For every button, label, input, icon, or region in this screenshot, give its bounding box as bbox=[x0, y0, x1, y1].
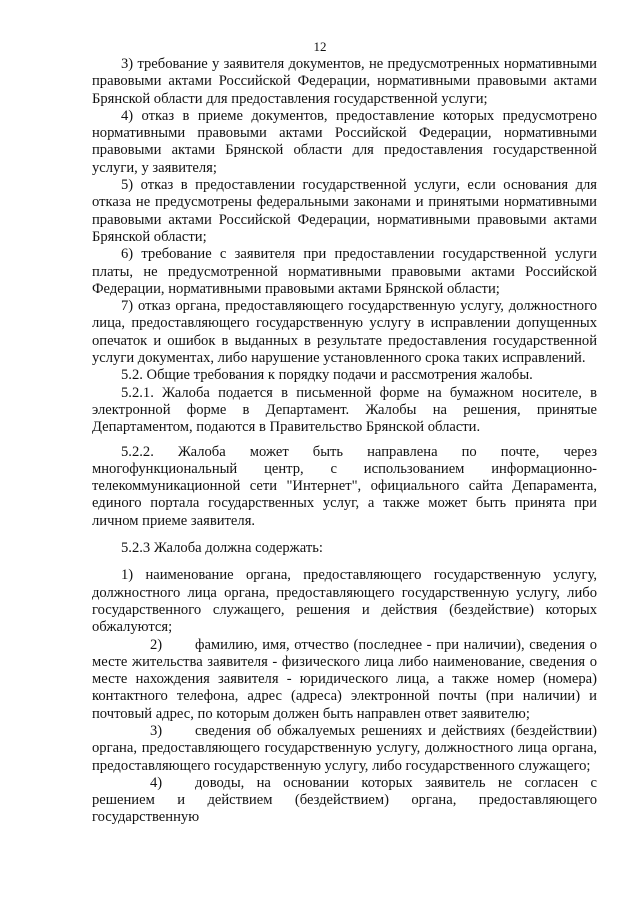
page-number: 12 bbox=[313, 39, 327, 54]
item-number: 4) bbox=[150, 774, 163, 791]
complaint-content-item-4 bbox=[92, 775, 597, 827]
paragraph-item-7: 7) отказ органа, предоставляющего государственную услугу, должностного лица, предоставляющего государственную услугу в исправлении допущенных опечаток и ошибок в выданных в результате предоставления государственной услуги документах, либо нарушение установленного срока таких исправлений. bbox=[92, 298, 597, 367]
paragraph-5-2-1: 5.2.1. Жалоба подается в письменной форме на бумажном носителе, в электронной форме в Департамент. Жалобы на решения, принятые Департаментом, подаются в Правительство Брянской области. bbox=[92, 384, 597, 436]
page-body bbox=[92, 56, 597, 827]
item-text: доводы, на основании которых заявитель не согласен с решением и действием (бездействием) органа, предоставляющего государственную bbox=[92, 774, 597, 826]
item-text: сведения об обжалуемых решениях и действиях (бездействии) органа, предоставляющего государственную услугу, должностного лица органа, предоставляющего государственную услугу, либо государственного служащего; bbox=[92, 722, 597, 774]
item-number: 3) bbox=[150, 722, 163, 739]
paragraph-item-6: 6) требование с заявителя при предоставлении государственной услуги платы, не предусмотренной нормативными правовыми актами Российской Федерации, нормативными правовыми актами Брянской области; bbox=[92, 246, 597, 297]
item-number: 2) bbox=[150, 636, 163, 653]
complaint-content-item-2 bbox=[92, 637, 597, 723]
paragraph-item-4: 4) отказ в приеме документов, предоставление которых предусмотрено нормативными правовыми актами Российской Федерации, нормативными правовыми актами Брянской области для предоставления государственной услуги, у заявителя; bbox=[92, 107, 597, 176]
paragraph-5-2-3: 5.2.3 Жалоба должна содержать: bbox=[121, 540, 323, 557]
section-heading-5-2: 5.2. Общие требования к порядку подачи и рассмотрения жалобы. bbox=[121, 367, 533, 384]
paragraph-5-2-2: 5.2.2. Жалоба может быть направлена по почте, через многофункциональный центр, с использованием информационно-телекоммуникационной сети "Интернет", официального сайта Депарамента, единого портала государственных услуг, а также может быть принята при личном приеме заявителя. bbox=[92, 443, 597, 529]
paragraph-item-5: 5) отказ в предоставлении государственной услуги, если основания для отказа не предусмотрены федеральными законами и принятыми нормативными правовыми актами Российской Федерации, нормативными правовыми актами Брянской области; bbox=[92, 177, 597, 245]
complaint-content-item-1: 1) наименование органа, предоставляющего государственную услугу, должностного лица органа, предоставляющего государственную услугу, либо государственного служащего, решения и действия (бездействие) которых обжалуются; bbox=[92, 567, 597, 636]
complaint-content-item-3 bbox=[92, 723, 597, 775]
paragraph-item-3: 3) требование у заявителя документов, не предусмотренных нормативными правовыми актами Российской Федерации, нормативными правовыми актами Брянской области для предоставления государственной услуги; bbox=[92, 56, 597, 107]
item-text: фамилию, имя, отчество (последнее - при наличии), сведения о месте жительства заявителя - физического лица либо наименование, сведения о месте нахождения заявителя - юридического лица, а также номер (номера) контактного телефона, адрес (адреса) электронной почты (при наличии) и почтовый адрес, по которым должен быть направлен ответ заявителю; bbox=[92, 636, 597, 722]
